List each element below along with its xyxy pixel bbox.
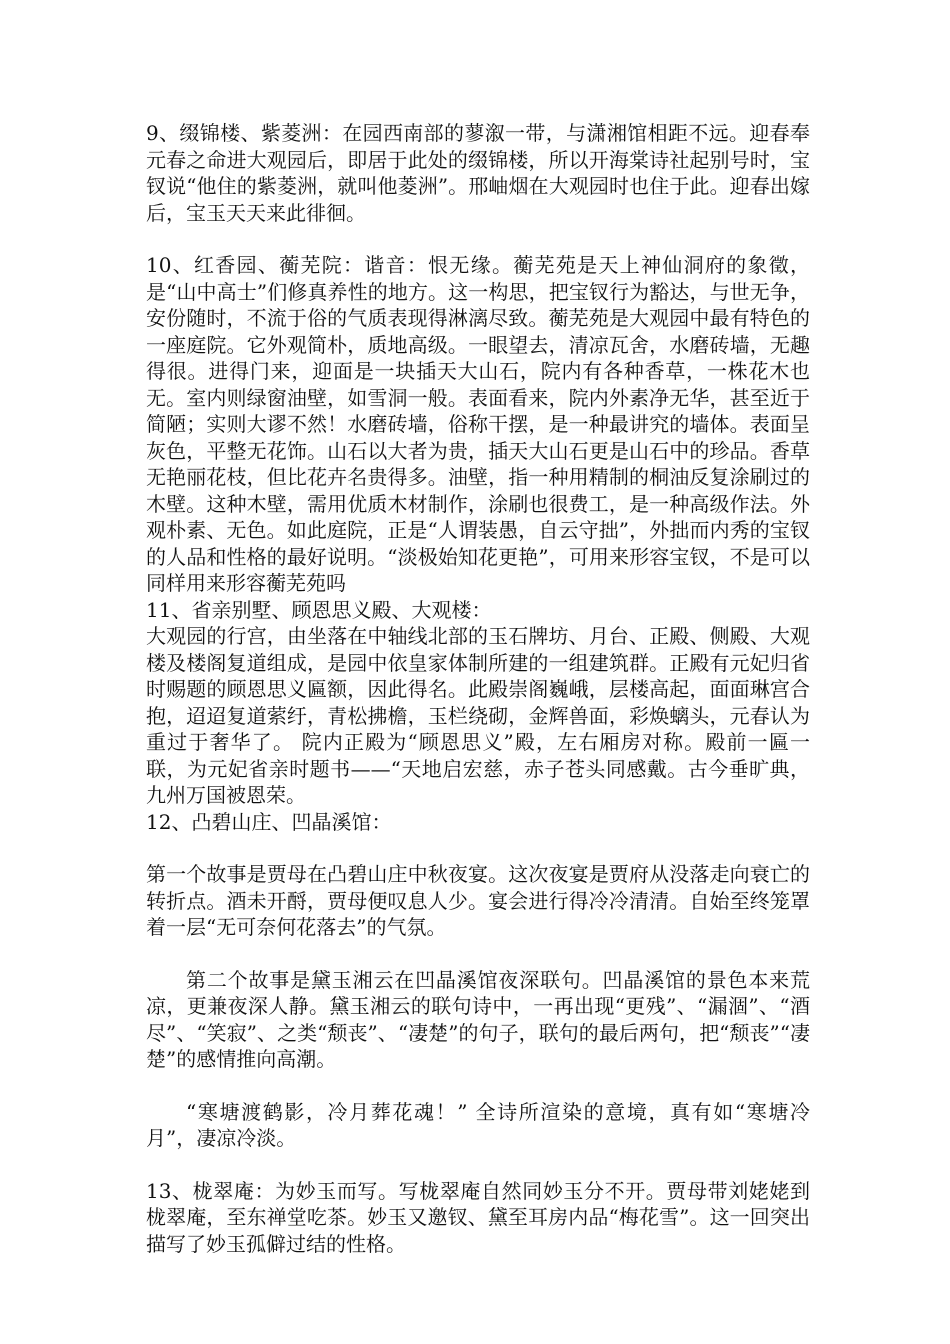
paragraph-spacer xyxy=(146,941,810,967)
paragraph-spacer xyxy=(146,1152,810,1178)
paragraph-spacer xyxy=(146,226,810,252)
paragraph-spacer xyxy=(146,1073,810,1099)
document-page xyxy=(146,120,810,1257)
paragraph-longcui-an: 13、栊翠庵：为妙玉而写。写栊翠庵自然同妙玉分不开。贾母带刘姥姥到栊翠庵，至东禅堂吃茶。妙玉又邀钗、黛至耳房内品“梅花雪”。这一回突出描写了妙玉孤僻过结的性格。 xyxy=(146,1178,810,1256)
paragraph-daguan-xinggong: 大观园的行宫，由坐落在中轴线北部的玉石牌坊、月台、正殿、侧殿、大观楼及楼阁复道组成，是园中依皇家体制所建的一组建筑群。正殿有元妃归省时赐题的顾恩思义匾额，因此得名。此殿崇阁巍峨，层楼高起，面面琳宫合抱，迢迢复道萦纡，青松拂檐，玉栏绕砌，金辉兽面，彩焕螭头，元春认为重过于奢华了。 院内正殿为“顾恩思义”殿，左右厢房对称。殿前一匾一联，为元妃省亲时题书——“天地启宏慈，赤子苍头同感戴。古今垂旷典，九州万国被恩荣。 xyxy=(146,624,810,807)
paragraph-poem-quote: “寒塘渡鹤影，冷月葬花魂！” 全诗所渲染的意境，真有如“寒塘冷月”，凄凉冷淡。 xyxy=(146,1099,810,1150)
paragraph-zhuijin-lou: 9、缀锦楼、紫菱洲：在园西南部的蓼溆一带，与潇湘馆相距不远。迎春奉元春之命进大观园后，即居于此处的缀锦楼，所以开海棠诗社起别号时，宝钗说“他住的紫菱洲，就叫他菱洲”。邢岫烟在大观园时也住于此。迎春出嫁后，宝玉天天来此徘徊。 xyxy=(146,121,810,225)
paragraph-hengwu-yuan: 10、红香园、蘅芜院：谐音：恨无缘。蘅芜苑是天上神仙洞府的象徵，是“山中高士”们修真养性的地方。这一构思，把宝钗行为豁达，与世无争，安份随时，不流于俗的气质表现得淋漓尽致。蘅芜苑是大观园中最有特色的一座庭院。它外观简朴，质地高级。一眼望去，清凉瓦舍，水磨砖墙，无趣得很。进得门来，迎面是一块插天大山石，院内有各种香草，一株花木也无。室内则绿窗油壁，如雪洞一般。表面看来，院内外素净无华，甚至近于简陋；实则大谬不然！水磨砖墙，俗称干摆，是一种最讲究的墙体。表面呈灰色，平整无花饰。山石以大者为贵，插天大山石更是山石中的珍品。香草无艳丽花枝，但比花卉名贵得多。油壁，指一种用精制的桐油反复涂刷过的木壁。这种木壁，需用优质木材制作，涂刷也很费工，是一种高级作法。外观朴素、无色。如此庭院，正是“人谓装愚，自云守拙”，外拙而内秀的宝钗的人品和性格的最好说明。“淡极始知花更艳”，可用来形容宝钗，不是可以同样用来形容蘅芜苑吗 xyxy=(146,253,810,595)
heading-xingqin-bieshu: 11、省亲别墅、顾恩思义殿、大观楼： xyxy=(146,597,492,622)
paragraph-second-story: 第二个故事是黛玉湘云在凹晶溪馆夜深联句。凹晶溪馆的景色本来荒凉，更兼夜深人静。黛玉湘云的联句诗中，一再出现“更残”、“漏涸”、“酒尽”、“笑寂”、之类“颓丧”、“凄楚”的句子，联句的最后两句，把“颓丧”“凄楚”的感情推向高潮。 xyxy=(146,967,810,1071)
paragraph-first-story: 第一个故事是贾母在凸碧山庄中秋夜宴。这次夜宴是贾府从没落走向衰亡的转折点。酒未开酹，贾母便叹息人少。宴会进行得冷冷清清。自始至终笼罩着一层“无可奈何花落去”的气氛。 xyxy=(146,862,810,939)
heading-tubi-shanzhuang: 12、凸碧山庄、凹晶溪馆： xyxy=(146,809,392,834)
paragraph-spacer xyxy=(146,835,810,861)
